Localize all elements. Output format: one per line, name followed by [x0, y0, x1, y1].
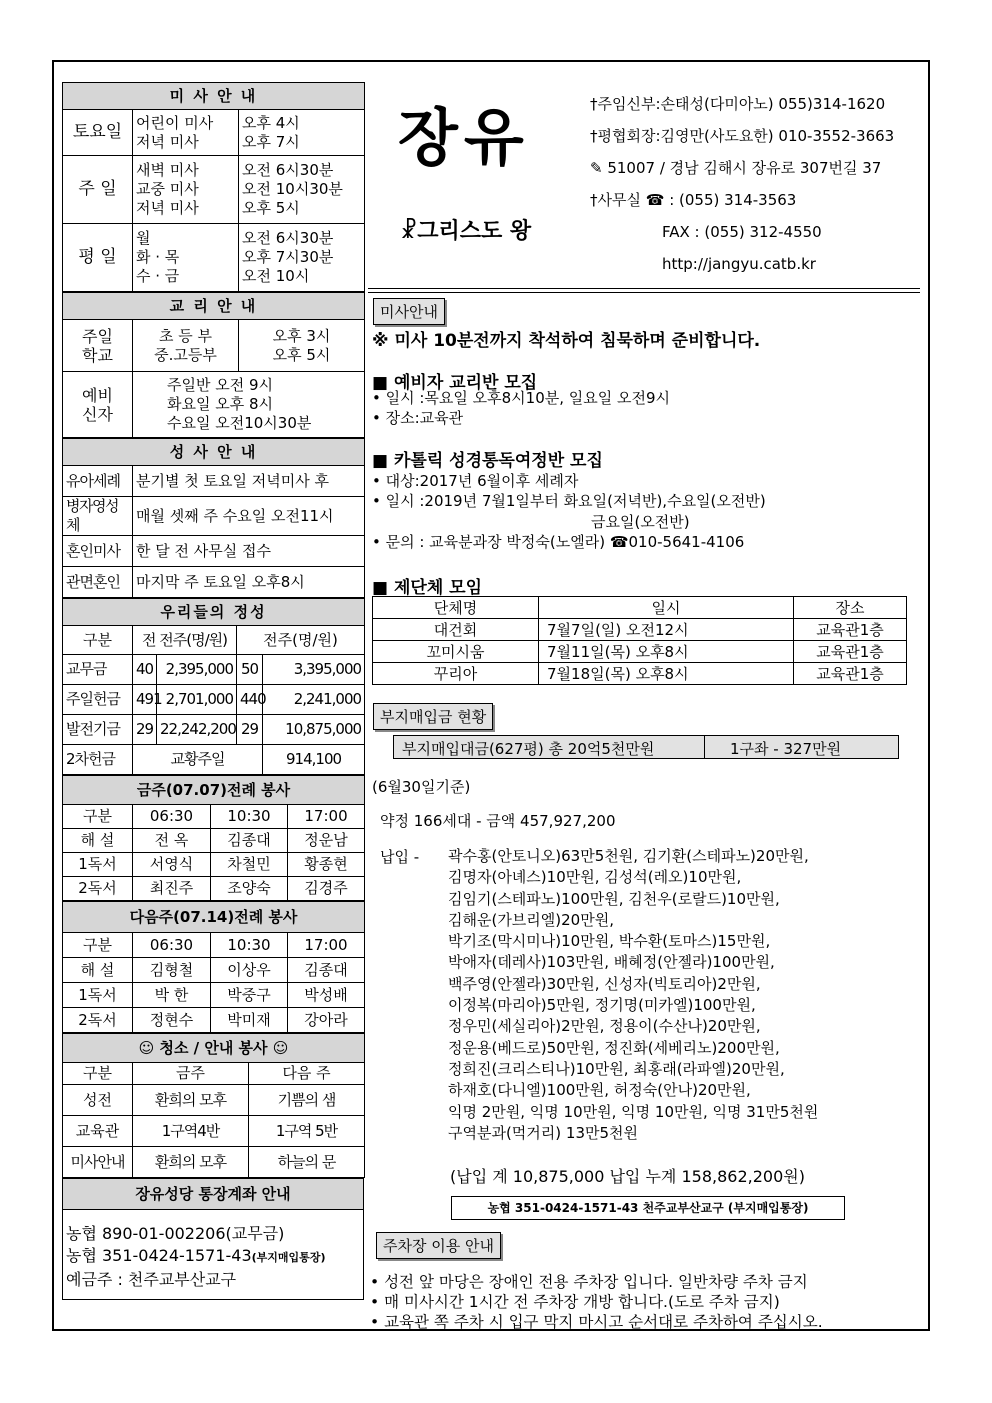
group-name: 대건회 [373, 619, 539, 641]
group-place: 교육관1층 [794, 641, 907, 663]
offering-amount: 2,241,000 [263, 685, 365, 715]
donor-line: 정우민(세실리아)2만원, 정용이(수산나)20만원, [448, 1017, 761, 1036]
donor-line: 정운용(베드로)50만원, 정진화(세베리노)200만원, [448, 1038, 780, 1057]
fax: FAX : (055) 312-4550 [662, 223, 822, 241]
service-person: 김형철 [133, 958, 211, 983]
offering-count: 29 [237, 715, 263, 745]
account-table [62, 1178, 364, 1300]
bible-line: • 일시 :2019년 7월1일부터 화요일(저녁반),수요일(오전반) [372, 492, 766, 510]
cleaning-group: 1구역 5반 [249, 1116, 365, 1147]
offering-count: 50 [237, 655, 263, 685]
header-divider [368, 292, 920, 293]
account-note: (부지매입통장) [251, 1250, 326, 1264]
bible-title: ■ 카톨릭 성경통독여정반 모집 [372, 451, 603, 471]
mass-notice-text: ※ 미사 10분전까지 착석하여 침묵하며 준비합니다. [372, 331, 761, 351]
offering-label: 교무금 [63, 655, 133, 685]
sunday-school-groups: 초 등 부 중.고등부 [133, 320, 239, 372]
land-fund-bar [393, 735, 899, 759]
sacrament-label: 혼인미사 [63, 536, 133, 567]
cleaning-col: 구분 [63, 1063, 133, 1085]
land-paid-label: 납입 - [380, 848, 420, 866]
groups-title: ■ 제단체 모임 [372, 578, 483, 598]
parking-line: • 교육관 쪽 주차 시 입구 막지 마시고 순서대로 주차하여 주십시오. [370, 1313, 823, 1331]
chi-rho-icon: ☧ [400, 219, 418, 244]
mass-notice-label: 미사안내 [373, 298, 445, 325]
sacrament-label: 유아세례 [63, 466, 133, 497]
service-col: 17:00 [288, 805, 365, 829]
group-name: 꼬미시움 [373, 641, 539, 663]
contact-block [590, 88, 894, 280]
parking-label: 주차장 이용 안내 [376, 1232, 501, 1259]
account-holder: 예금주 : 천주교부산교구 [66, 1269, 237, 1289]
cleaning-place: 성전 [63, 1085, 133, 1116]
cleaning-col: 금주 [133, 1063, 249, 1085]
sunday-school-label: 주일 학교 [63, 320, 133, 372]
service-person: 최진주 [133, 877, 211, 901]
service-person: 조양숙 [211, 877, 288, 901]
catechumen-line: • 장소:교육관 [372, 409, 464, 427]
offering-amount: 2,395,000 [157, 655, 237, 685]
offering-amount: 22,242,200 [157, 715, 237, 745]
doctrine-table [62, 292, 365, 438]
land-asof: (6월30일기준) [372, 778, 471, 796]
offering-col: 전주(명/원) [237, 626, 365, 655]
service-person: 박성배 [288, 983, 365, 1008]
council-contact: †평협회장:김영만(사도요한) 010-3552-3663 [590, 127, 895, 145]
offering-table [62, 598, 365, 775]
website-link[interactable]: http://jangyu.catb.kr [662, 255, 816, 273]
account-line: 농협 351-0424-1571-43 [66, 1245, 252, 1265]
mass-names: 월 화 · 목 수 · 금 [133, 224, 239, 292]
bible-line: 금요일(오전반) [591, 513, 690, 531]
service-this-header: 금주(07.07)전례 봉사 [63, 776, 365, 805]
group-name: 꾸리아 [373, 663, 539, 685]
sacrament-header: 성 사 안 내 [63, 439, 365, 466]
donor-line: 이정복(마리아)5만원, 정기명(미카엘)100만원, [448, 996, 756, 1015]
parking-line: • 매 미사시간 1시간 전 주차장 개방 합니다.(도로 주차 금지) [370, 1293, 780, 1311]
bulletin-title: 장유 [398, 101, 530, 174]
bible-line: • 문의 : 교육분과장 박정숙(노엘라) ☎010-5641-4106 [372, 533, 745, 551]
service-person: 김경주 [288, 877, 365, 901]
group-date: 7월18일(목) 오후8시 [539, 663, 794, 685]
land-pledge: 약정 166세대 - 금액 457,927,200 [380, 812, 616, 830]
cleaning-header: ☺ 청소 / 안내 봉사 ☺ [63, 1034, 365, 1063]
service-person: 박중구 [211, 983, 288, 1008]
donor-line: 박기조(막시미나)10만원, 박수환(토마스)15만원, [448, 932, 771, 951]
donor-line: 정희진(크리스티나)10만원, 최홍래(라파엘)20만원, [448, 1059, 785, 1078]
bible-line: • 대상:2017년 6월이후 세례자 [372, 472, 579, 490]
service-person: 김종대 [288, 958, 365, 983]
donor-line: 익명 2만원, 익명 10만원, 익명 10만원, 익명 31만5천원 [448, 1102, 819, 1121]
sacrament-text: 분기별 첫 토요일 저녁미사 후 [133, 466, 365, 497]
second-collection-note: 교황주일 [133, 745, 263, 775]
catechumen-title: ■ 예비자 교리반 모집 [372, 373, 538, 393]
service-person: 김종대 [211, 829, 288, 853]
donor-list [448, 846, 818, 1144]
catechumen-schedule: 주일반 오전 9시 화요일 오후 8시 수요일 오전10시30분 [133, 372, 365, 438]
land-fund-unit: 1구좌 - 327만원 [730, 740, 842, 758]
catechumen-label: 예비 신자 [63, 372, 133, 438]
offering-amount: 2,701,000 [157, 685, 237, 715]
bar-divider [704, 736, 705, 758]
land-total: (납입 계 10,875,000 납입 누계 158,862,200원) [450, 1167, 805, 1186]
sacrament-text: 한 달 전 사무실 접수 [133, 536, 365, 567]
pastor-contact: †주임신부:손태성(다미아노) 055)314-1620 [590, 95, 886, 113]
mass-times: 오전 6시30분 오전 10시30분 오후 5시 [239, 156, 365, 224]
groups-col: 단체명 [373, 597, 539, 619]
groups-col: 장소 [794, 597, 907, 619]
offering-count: 29 [133, 715, 157, 745]
service-role: 해 설 [63, 829, 133, 853]
feast-name: 그리스도 왕 [417, 219, 532, 244]
service-this-week-table [62, 775, 365, 901]
service-role: 해 설 [63, 958, 133, 983]
address: ✎ 51007 / 경남 김해시 장유로 307번길 37 [590, 159, 882, 177]
mass-times: 오후 4시 오후 7시 [239, 110, 365, 156]
cleaning-group: 1구역4반 [133, 1116, 249, 1147]
mass-names: 새벽 미사 교중 미사 저녁 미사 [133, 156, 239, 224]
offering-count: 491 [133, 685, 157, 715]
offering-count: 440 [237, 685, 263, 715]
service-col: 17:00 [288, 933, 365, 958]
group-place: 교육관1층 [794, 663, 907, 685]
sacrament-label: 관면혼인 [63, 567, 133, 598]
sunday-school-times: 오후 3시 오후 5시 [239, 320, 365, 372]
offering-amount: 10,875,000 [263, 715, 365, 745]
service-role: 2독서 [63, 1008, 133, 1033]
land-fund-total: 부지매입대금(627평) 총 20억5천만원 [402, 740, 655, 758]
service-col: 06:30 [133, 933, 211, 958]
donor-line: 김해운(가브리엘)20만원, [448, 910, 614, 929]
second-collection-label: 2차헌금 [63, 745, 133, 775]
offering-header: 우리들의 정성 [63, 599, 365, 626]
donor-line: 김명자(아녜스)10만원, 김성석(레오)10만원, [448, 868, 742, 887]
group-date: 7월7일(일) 오전12시 [539, 619, 794, 641]
service-col: 06:30 [133, 805, 211, 829]
group-place: 교육관1층 [794, 619, 907, 641]
donor-line: 구역분과(먹거리) 13만5천원 [448, 1123, 639, 1142]
cleaning-group: 기쁨의 샘 [249, 1085, 365, 1116]
offering-label: 발전기금 [63, 715, 133, 745]
sacrament-table [62, 438, 365, 598]
service-next-header: 다음주(07.14)전례 봉사 [63, 902, 365, 933]
donor-line: 백주영(안젤라)30만원, 신성자(빅토리아)2만원, [448, 974, 761, 993]
mass-times: 오전 6시30분 오후 7시30분 오전 10시 [239, 224, 365, 292]
offering-label: 주일헌금 [63, 685, 133, 715]
bulletin-subtitle [400, 214, 531, 245]
offering-amount: 3,395,000 [263, 655, 365, 685]
mass-day: 주 일 [63, 156, 133, 224]
cleaning-group: 하늘의 문 [249, 1147, 365, 1178]
sacrament-text: 마지막 주 토요일 오후8시 [133, 567, 365, 598]
sacrament-label: 병자영성체 [63, 497, 133, 536]
account-header: 장유성당 통장계좌 안내 [63, 1179, 364, 1210]
groups-col: 일시 [539, 597, 794, 619]
cleaning-group: 환희의 모후 [133, 1085, 249, 1116]
donor-line: 박애자(데레사)103만원, 배혜정(안젤라)100만원, [448, 953, 775, 972]
account-line: 농협 890-01-002206(교무금) [66, 1223, 285, 1243]
service-col: 구분 [63, 805, 133, 829]
service-person: 이상우 [211, 958, 288, 983]
service-person: 차철민 [211, 853, 288, 877]
mass-header: 미 사 안 내 [63, 83, 365, 110]
mass-names: 어린이 미사 저녁 미사 [133, 110, 239, 156]
service-person: 박미재 [211, 1008, 288, 1033]
sacrament-text: 매월 셋째 주 수요일 오전11시 [133, 497, 365, 536]
cleaning-place: 교육관 [63, 1116, 133, 1147]
office-phone: †사무실 ☎ : (055) 314-3563 [590, 191, 797, 209]
cleaning-col: 다음 주 [249, 1063, 365, 1085]
second-collection-amount: 914,100 [263, 745, 365, 775]
service-role: 1독서 [63, 853, 133, 877]
donor-line: 곽수홍(안토니오)63만5천원, 김기환(스테파노)20만원, [448, 847, 809, 865]
service-person: 정운남 [288, 829, 365, 853]
donor-line: 하재호(다니엘)100만원, 허정숙(안나)20만원, [448, 1081, 751, 1100]
service-col: 10:30 [211, 805, 288, 829]
catechumen-line: • 일시 :목요일 오후8시10분, 일요일 오전9시 [372, 389, 671, 407]
service-person: 박 한 [133, 983, 211, 1008]
donor-line: 김임기(스테파노)100만원, 김천우(로랄드)10만원, [448, 889, 780, 908]
service-person: 전 옥 [133, 829, 211, 853]
service-person: 강아라 [288, 1008, 365, 1033]
land-account-box: 농협 351-0424-1571-43 천주교부산교구 (부지매입통장) [451, 1196, 845, 1220]
mass-table [62, 82, 365, 292]
mass-day: 평 일 [63, 224, 133, 292]
mass-day: 토요일 [63, 110, 133, 156]
land-fund-label: 부지매입금 현황 [373, 703, 493, 730]
service-role: 2독서 [63, 877, 133, 901]
offering-col: 전 전주(명/원) [133, 626, 237, 655]
cleaning-table [62, 1033, 365, 1178]
offering-col: 구분 [63, 626, 133, 655]
parking-line: • 성전 앞 마당은 장애인 전용 주차장 입니다. 일반차량 주차 금지 [370, 1273, 808, 1291]
service-role: 1독서 [63, 983, 133, 1008]
left-column [62, 82, 364, 1300]
group-date: 7월11일(목) 오후8시 [539, 641, 794, 663]
header-divider [368, 288, 920, 289]
service-next-week-table [62, 901, 365, 1033]
doctrine-header: 교 리 안 내 [63, 293, 365, 320]
service-col: 구분 [63, 933, 133, 958]
offering-count: 40 [133, 655, 157, 685]
service-person: 황종현 [288, 853, 365, 877]
service-person: 정현수 [133, 1008, 211, 1033]
cleaning-place: 미사안내 [63, 1147, 133, 1178]
cleaning-group: 환희의 모후 [133, 1147, 249, 1178]
service-col: 10:30 [211, 933, 288, 958]
service-person: 서영식 [133, 853, 211, 877]
groups-table [372, 596, 907, 685]
